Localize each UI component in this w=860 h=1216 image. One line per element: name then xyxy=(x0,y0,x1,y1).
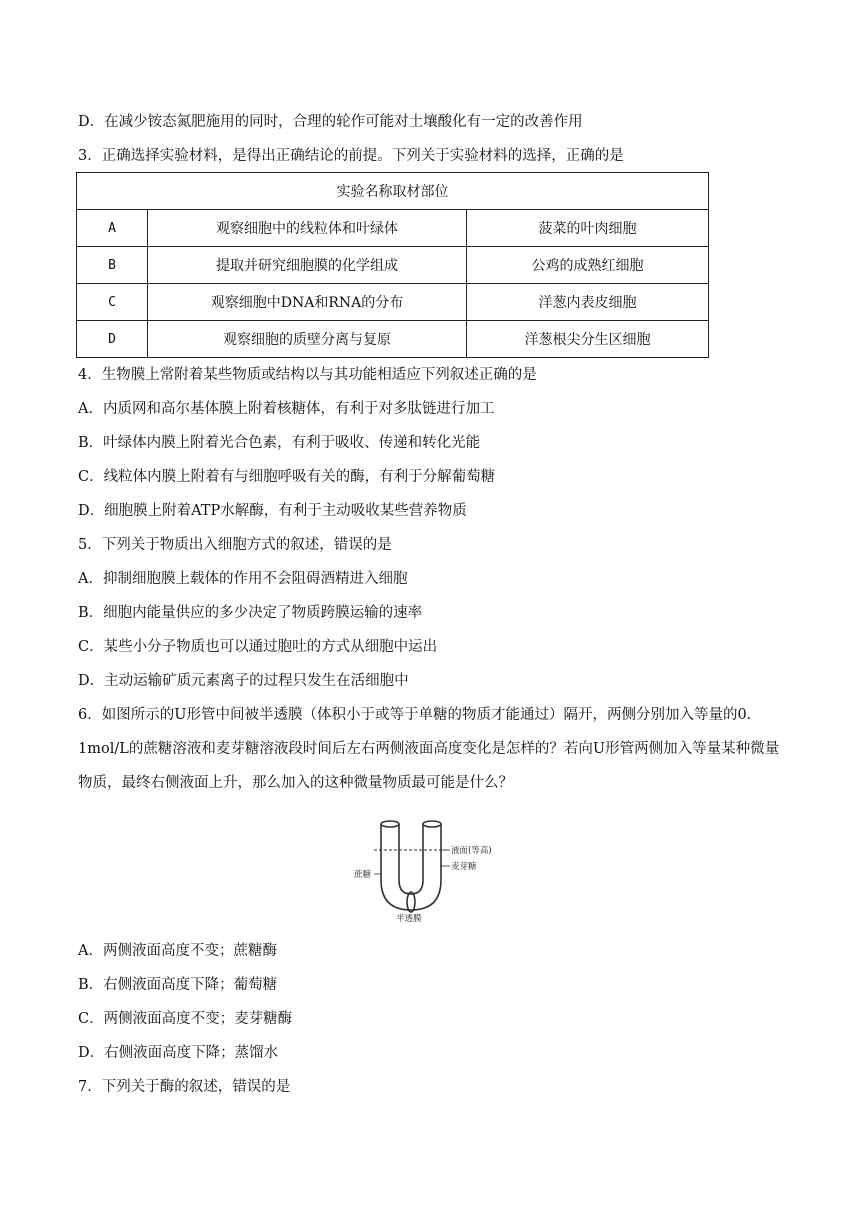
level-label: 液面(等高) xyxy=(451,846,492,856)
q6-option-d: D．右侧液面高度下降；蒸馏水 xyxy=(78,1045,279,1061)
u-tube-figure xyxy=(352,810,500,922)
table-row xyxy=(77,210,709,247)
table-row xyxy=(77,321,709,358)
q4-option-d: D．细胞膜上附着ATP水解酶，有利于主动吸收某些营养物质 xyxy=(78,503,467,519)
q6-option-c: C．两侧液面高度不变；麦芽糖酶 xyxy=(78,1011,293,1027)
q5-option-c: C．某些小分子物质也可以通过胞吐的方式从细胞中运出 xyxy=(78,639,438,655)
experiment-name: 提取并研究细胞膜的化学组成 xyxy=(148,247,467,284)
membrane-label: 半透膜 xyxy=(396,914,422,922)
table-row xyxy=(77,284,709,321)
q2-option-d: D．在减少铵态氮肥施用的同时，合理的轮作可能对土壤酸化有一定的改善作用 xyxy=(78,114,583,130)
row-key: A xyxy=(77,210,148,247)
experiment-name: 观察细胞的质壁分离与复原 xyxy=(148,321,467,358)
material: 公鸡的成熟红细胞 xyxy=(467,247,709,284)
q5-option-d: D．主动运输矿质元素离子的过程只发生在活细胞中 xyxy=(78,673,409,689)
q5-option-a: A．抑制细胞膜上载体的作用不会阻碍酒精进入细胞 xyxy=(78,571,408,587)
experiment-name: 观察细胞中的线粒体和叶绿体 xyxy=(148,210,467,247)
table-header: 实验名称取材部位 xyxy=(77,173,709,210)
material: 洋葱根尖分生区细胞 xyxy=(467,321,709,358)
q4-option-b: B．叶绿体内膜上附着光合色素，有利于吸收、传递和转化光能 xyxy=(78,435,481,451)
row-key: D xyxy=(77,321,148,358)
material: 菠菜的叶肉细胞 xyxy=(467,210,709,247)
q5-option-b: B．细胞内能量供应的多少决定了物质跨膜运输的速率 xyxy=(78,605,423,621)
material: 洋葱内表皮细胞 xyxy=(467,284,709,321)
q6-stem: 6．如图所示的U形管中间被半透膜（体积小于或等于单糖的物质才能通过）隔开，两侧分别加入等量的0．1mol/L的蔗糖溶液和麦芽糖溶液段时间后左右两侧液面高度变化是怎样的？若向U形管两侧加入等量某种微量物质，最终右侧液面上升，那么加入的这种微量物质最可能是什么？ xyxy=(78,707,780,791)
row-key: C xyxy=(77,284,148,321)
q3-stem: 3．正确选择实验材料，是得出正确结论的前提。下列关于实验材料的选择，正确的是 xyxy=(78,148,624,164)
q7-stem: 7．下列关于酶的叙述，错误的是 xyxy=(78,1079,291,1095)
q4-option-a: A．内质网和高尔基体膜上附着核糖体，有利于对多肽链进行加工 xyxy=(78,401,495,417)
q4-option-c: C．线粒体内膜上附着有与细胞呼吸有关的酶，有利于分解葡萄糖 xyxy=(78,469,496,485)
maltose-label: 麦芽糖 xyxy=(451,862,477,872)
table-row xyxy=(77,247,709,284)
q6-option-b: B．右侧液面高度下降；葡萄糖 xyxy=(78,977,278,993)
experiment-table xyxy=(76,172,709,358)
sucrose-label: 蔗糖 xyxy=(354,870,372,880)
q6-option-a: A．两侧液面高度不变；蔗糖酶 xyxy=(78,943,277,959)
experiment-name: 观察细胞中DNA和RNA的分布 xyxy=(148,284,467,321)
row-key: B xyxy=(77,247,148,284)
table-header-row xyxy=(77,173,709,210)
q5-stem: 5．下列关于物质出入细胞方式的叙述，错误的是 xyxy=(78,537,392,553)
q4-stem: 4．生物膜上常附着某些物质或结构以与其功能相适应下列叙述正确的是 xyxy=(78,367,537,383)
